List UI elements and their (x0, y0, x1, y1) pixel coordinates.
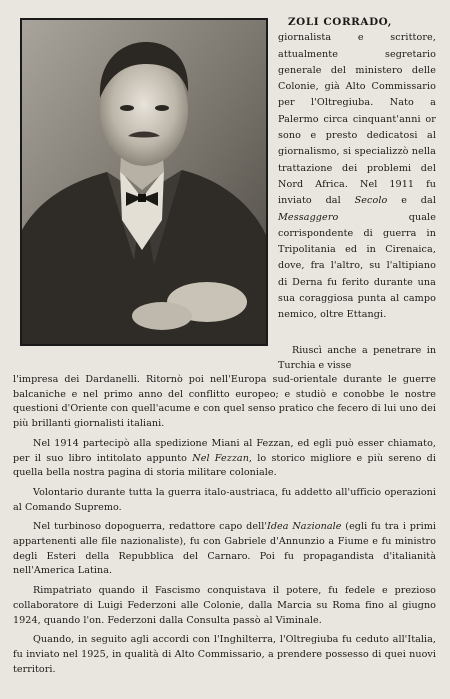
side-tail-text: quale corrispondente di guerra in Tripolitania ed in Cirenaica, dove, fra l'altro, su l'altipiano di Derna fu ferito durante una sua coraggiosa punta al campo nemico, oltre Ettangi. (278, 211, 436, 321)
main-body-text (13, 373, 436, 682)
paragraph-3: Volontario durante tutta la guerra italo-austriaca, fu addetto all'ufficio operazioni al Comando Supremo. (13, 486, 436, 513)
newspaper-title-italic: Idea Nazionale (267, 521, 342, 533)
paragraph-4 (13, 520, 436, 579)
paragraph-2-b: , lo storico migliore e più sereno di quella bella nostra pagina di storia militare coloniale. (13, 452, 436, 479)
side-paragraph-text: giornalista e scrittore, attualmente segretario generale del ministero delle Colonie, già Alto Commissario per l'Oltregiuba. Nato a Palermo circa cinquant'anni or sono e presto dedicatosi al giornalismo, si specializzò nella trattazione dei problemi del Nord Africa. Nel 1911 fu inviato dal (278, 32, 436, 207)
side-italic-secolo: Secolo (354, 195, 388, 207)
portrait-image (22, 20, 266, 344)
side-mid-text: e dal (387, 195, 436, 207)
paragraph-2-a: Nel 1914 partecipò alla spedizione Miani al Fezzan, ed egli può esser chiamato, per il suo libro intitolato appunto (13, 437, 436, 464)
portrait-photo (20, 18, 268, 346)
side-column-text (278, 14, 436, 324)
paragraph-1: l'impresa dei Dardanelli. Ritornò poi nell'Europa sud-orientale durante le guerre balcaniche e nel primo anno del conflitto europeo; e studiò e conobbe le nostre questioni d'Oriente con quell'acume e con quel senso pratico che fecero di lui uno dei più brillanti giornalisti italiani. (13, 374, 436, 430)
paragraph-2 (13, 437, 436, 481)
paragraph-5: Rimpatriato quando il Fascismo conquistava il potere, fu fedele e prezioso collaboratore di Luigi Federzoni alle Colonie, dalla Marcia su Roma fino al giugno 1924, quando l'on. Federzoni dalla Consulta passò al Viminale. (13, 585, 436, 626)
subject-name: ZOLI CORRADO, (288, 16, 392, 28)
book-title-italic: Nel Fezzan (192, 452, 249, 464)
paragraph-6: Quando, in seguito agli accordi con l'Inghilterra, l'Oltregiuba fu ceduto all'Italia, fu inviato nel 1925, in qualità di Alto Commissario, a prendere possesso di quei nuovi territori. (13, 634, 436, 675)
paragraph-4-a: Nel turbinoso dopoguerra, redattore capo dell' (33, 521, 268, 533)
side-paragraph (278, 30, 436, 323)
side-lead-line: Riuscì anche a penetrare in Turchia e visse (278, 345, 436, 371)
side-italic-messaggero: Messaggero (278, 211, 339, 223)
paragraph-4-b: (egli fu tra i primi appartenenti alle file nazionaliste), fu con Gabriele d'Annunzio a Fiume e fu ministro degli Esteri della Repubblica del Carnaro. Poi fu propagandista d'italianità nell'America Latina. (13, 521, 436, 577)
